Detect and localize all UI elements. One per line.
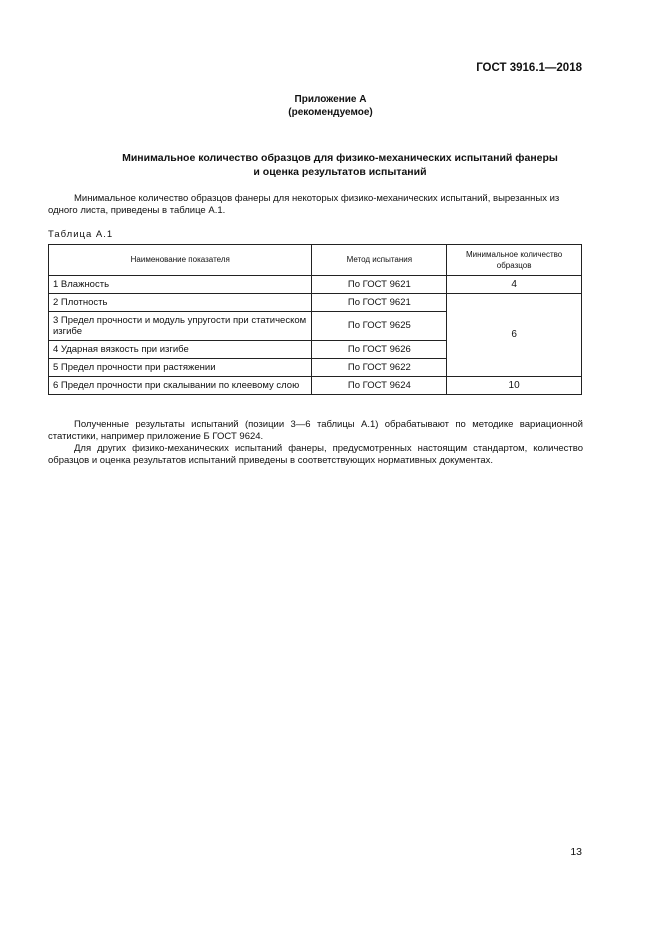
intro-paragraph: Минимальное количество образцов фанеры для некоторых физико-механических испытаний, вырезанных из одного листа, приведены в таблице А.1. <box>48 193 560 216</box>
page-number: 13 <box>570 846 582 858</box>
cell-method: По ГОСТ 9621 <box>312 276 447 294</box>
cell-indicator: 6 Предел прочности при скалывании по клеевому слою <box>49 377 312 395</box>
appendix-title: Приложение А <box>294 94 367 105</box>
cell-indicator: 4 Ударная вязкость при изгибе <box>49 341 312 359</box>
cell-method: По ГОСТ 9621 <box>312 294 447 312</box>
section-title-line2: и оценка результатов испытаний <box>253 165 427 178</box>
paragraph: Для других физико-механических испытаний фанеры, предусмотренных настоящим стандартом, количество образцов и оценка результатов испытаний приведены в соответствующих нормативных документах. <box>48 443 583 466</box>
cell-method: По ГОСТ 9624 <box>312 377 447 395</box>
section-title-line1: Минимальное количество образцов для физико-механических испытаний фанеры <box>122 152 558 164</box>
appendix-status: (рекомендуемое) <box>288 107 373 118</box>
table-label: Таблица А.1 <box>48 229 114 240</box>
cell-method: По ГОСТ 9625 <box>312 312 447 341</box>
table-row <box>49 276 582 294</box>
cell-method: По ГОСТ 9622 <box>312 359 447 377</box>
table-header-row <box>49 245 582 276</box>
cell-indicator: 1 Влажность <box>49 276 312 294</box>
cell-indicator: 3 Предел прочности и модуль упругости при статическом изгибе <box>49 312 312 341</box>
header-min-samples: Минимальное количество образцов <box>447 245 582 276</box>
cell-method: По ГОСТ 9626 <box>312 341 447 359</box>
appendix-heading <box>0 93 661 119</box>
table-row <box>49 377 582 395</box>
cell-min-samples: 4 <box>447 276 582 294</box>
header-indicator: Наименование показателя <box>49 245 312 276</box>
cell-min-samples-merged: 6 <box>447 294 582 377</box>
cell-indicator: 5 Предел прочности при растяжении <box>49 359 312 377</box>
samples-table <box>48 244 582 395</box>
cell-min-samples: 10 <box>447 377 582 395</box>
standard-code: ГОСТ 3916.1—2018 <box>476 62 582 74</box>
body-paragraphs <box>48 419 583 467</box>
header-method: Метод испытания <box>312 245 447 276</box>
paragraph: Полученные результаты испытаний (позиции 3—6 таблицы А.1) обрабатывают по методике вариационной статистики, например приложение Б ГОСТ 9624. <box>48 419 583 442</box>
cell-indicator: 2 Плотность <box>49 294 312 312</box>
table-row <box>49 294 582 312</box>
section-title <box>60 152 620 179</box>
